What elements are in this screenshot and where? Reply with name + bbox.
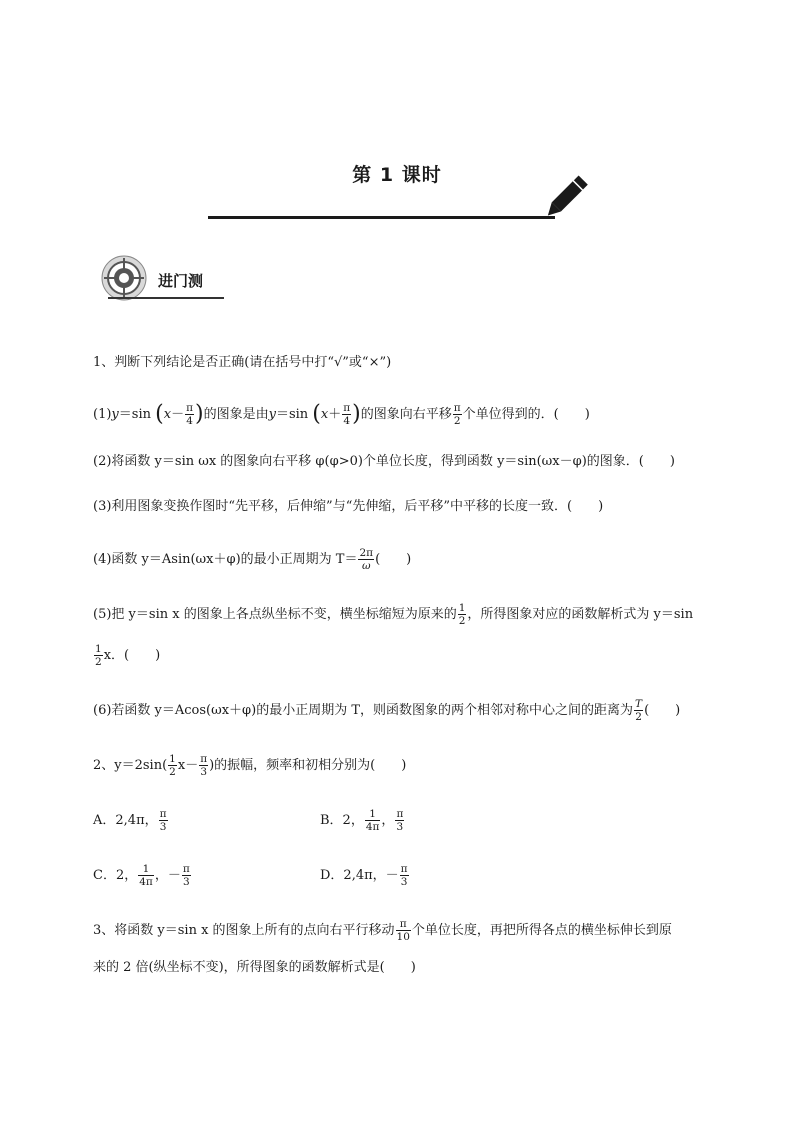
title-underline (208, 216, 555, 219)
option-d[interactable]: D．2,4π，－ $\frac{\pi}{3}$ (320, 863, 408, 888)
question-1-item-5: (5)把 y＝sin x 的图象上各点纵坐标不变，横坐标缩短为原来的 $\frac{1}{2}$ ，所得图象对应的函数解析式为 y＝sin (93, 602, 694, 627)
option-a[interactable]: A．2,4π， $\frac{\pi}{3}$ (93, 808, 167, 833)
question-3-stem: 3、将函数 y＝sin x 的图象上所有的点向右平行移动 $\frac{\pi}{10}$ 个单位长度，再把所得各点的横坐标伸长到原 (93, 918, 672, 943)
section-label: 进门测 (158, 272, 204, 290)
target-icon (100, 254, 148, 302)
option-b[interactable]: B．2， $\frac{1}{4\pi}$ ， $\frac{\pi}{3}$ (320, 808, 404, 833)
page-title: 第 1 课时 (352, 164, 442, 186)
question-1-item-5-cont: $\frac{1}{2}$ x．( ) (95, 643, 161, 668)
question-1-stem: 1、判断下列结论是否正确(请在括号中打“√”或“×”) (93, 355, 392, 370)
option-c[interactable]: C．2， $\frac{1}{4\pi}$ ，－ $\frac{\pi}{3}$ (93, 863, 190, 888)
section-underline (108, 297, 224, 299)
pencil-icon (540, 168, 596, 224)
question-3-stem-cont: 来的 2 倍(纵坐标不变)，所得图象的函数解析式是( ) (93, 960, 416, 975)
question-1-item-4: (4)函数 y＝Asin(ωx＋φ)的最小正周期为 T＝ $\frac{2\pi}{\omega}$ ( ) (93, 547, 412, 572)
question-1-item-3: (3)利用图象变换作图时“先平移，后伸缩”与“先伸缩，后平移”中平移的长度一致．( ) (93, 499, 604, 514)
question-2-stem: 2、y＝2sin( $\frac{1}{2}$ x－ $\frac{\pi}{3}$ )的振幅，频率和初相分别为( ) (93, 753, 407, 778)
question-1-item-6: (6)若函数 y＝Acos(ωx＋φ)的最小正周期为 T，则函数图象的两个相邻对称中心之间的距离为 $\frac{T}{2}$ ( ) (93, 698, 681, 723)
question-1-item-1: (1)y＝sin (x－ $\frac{\pi}{4}$ )的图象是由y＝sin (x＋ $\frac{\pi}{4}$ )的图象向右平移 $\frac{\pi}{2}$ 个单位得到的．( ) (93, 401, 590, 427)
question-1-item-2: (2)将函数 y＝sin ωx 的图象向右平移 φ(φ>0)个单位长度，得到函数 y＝sin(ωx－φ)的图象．( ) (93, 454, 675, 469)
